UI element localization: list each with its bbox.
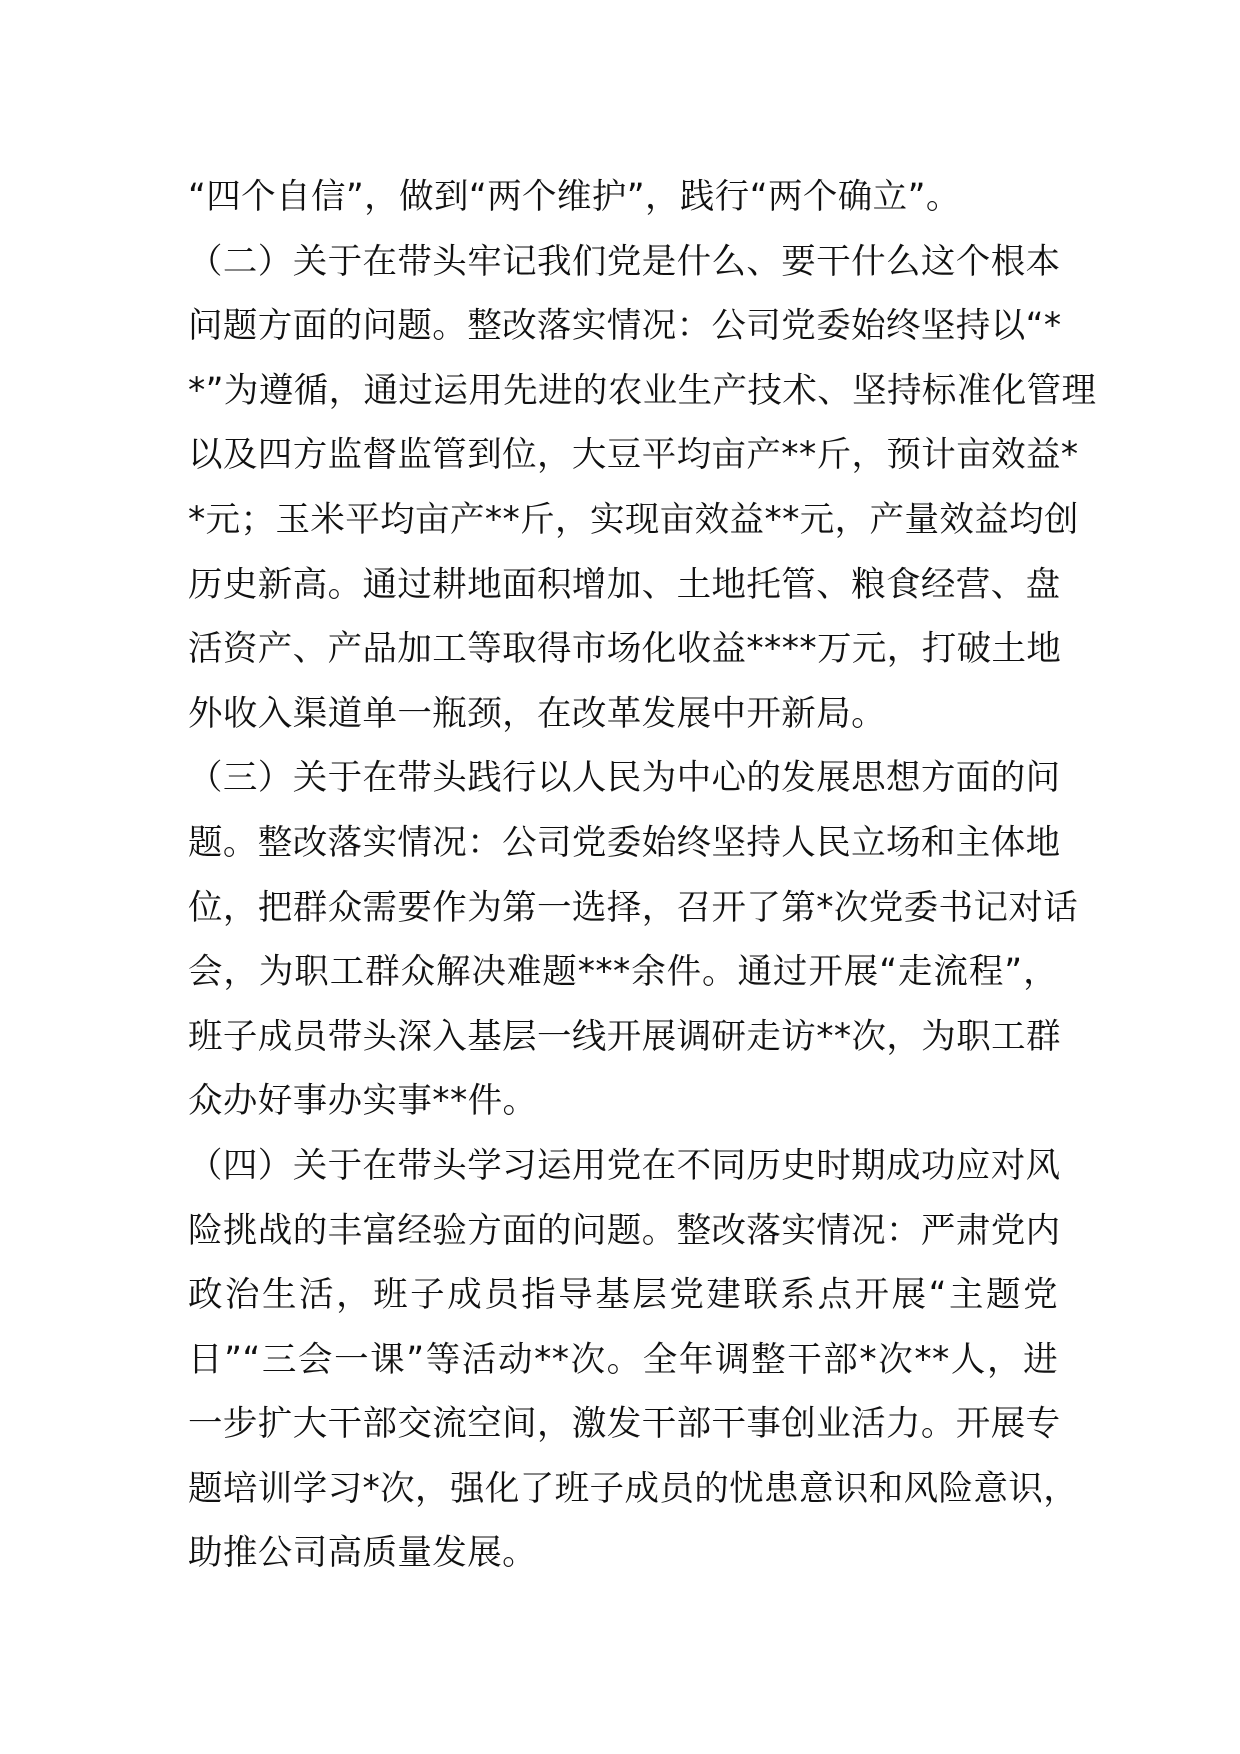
text-line: 助推公司高质量发展。	[188, 1533, 537, 1574]
text-line: 日”“三会一课”等活动**次。全年调整干部*次**人，进	[188, 1339, 1058, 1380]
text-line: 会，为职工群众解决难题***余件。通过开展“走流程”，	[188, 952, 1058, 993]
body-text	[188, 165, 1097, 1586]
text-line: 活资产、产品加工等取得市场化收益****万元，打破土地	[188, 629, 1062, 670]
text-line: 题。整改落实情况：公司党委始终坚持人民立场和主体地	[188, 822, 1061, 863]
text-line: 险挑战的丰富经验方面的问题。整改落实情况：严肃党内	[188, 1210, 1061, 1251]
text-line: *”为遵循，通过运用先进的农业生产技术、坚持标准化管理	[188, 370, 1097, 411]
text-line: “四个自信”，做到“两个维护”，践行“两个确立”。	[188, 177, 961, 217]
text-line: 题培训学习*次，强化了班子成员的忧患意识和风险意识，	[188, 1468, 1079, 1509]
text-line: 外收入渠道单一瓶颈，在改革发展中开新局。	[188, 693, 886, 734]
text-line: 政治生活，班子成员指导基层党建联系点开展“主题党	[188, 1275, 1058, 1316]
text-line: 一步扩大干部交流空间，激发干部干事创业活力。开展专	[188, 1404, 1061, 1445]
text-line: *元；玉米平均亩产**斤，实现亩效益**元，产量效益均创	[188, 499, 1079, 540]
text-line: 历史新高。通过耕地面积增加、土地托管、粮食经营、盘	[188, 564, 1061, 605]
text-line: 班子成员带头深入基层一线开展调研走访**次，为职工群	[188, 1016, 1061, 1057]
text-line: 众办好事办实事**件。	[188, 1081, 538, 1122]
text-line: 问题方面的问题。整改落实情况：公司党委始终坚持以“*	[188, 306, 1062, 347]
text-line: （四）关于在带头学习运用党在不同历史时期成功应对风	[188, 1145, 1061, 1186]
text-line: （三）关于在带头践行以人民为中心的发展思想方面的问	[188, 758, 1061, 799]
text-line: 位，把群众需要作为第一选择，召开了第*次党委书记对话	[188, 887, 1079, 928]
text-line: （二）关于在带头牢记我们党是什么、要干什么这个根本	[188, 241, 1061, 282]
text-line: 以及四方监督监管到位，大豆平均亩产**斤，预计亩效益*	[188, 435, 1079, 476]
